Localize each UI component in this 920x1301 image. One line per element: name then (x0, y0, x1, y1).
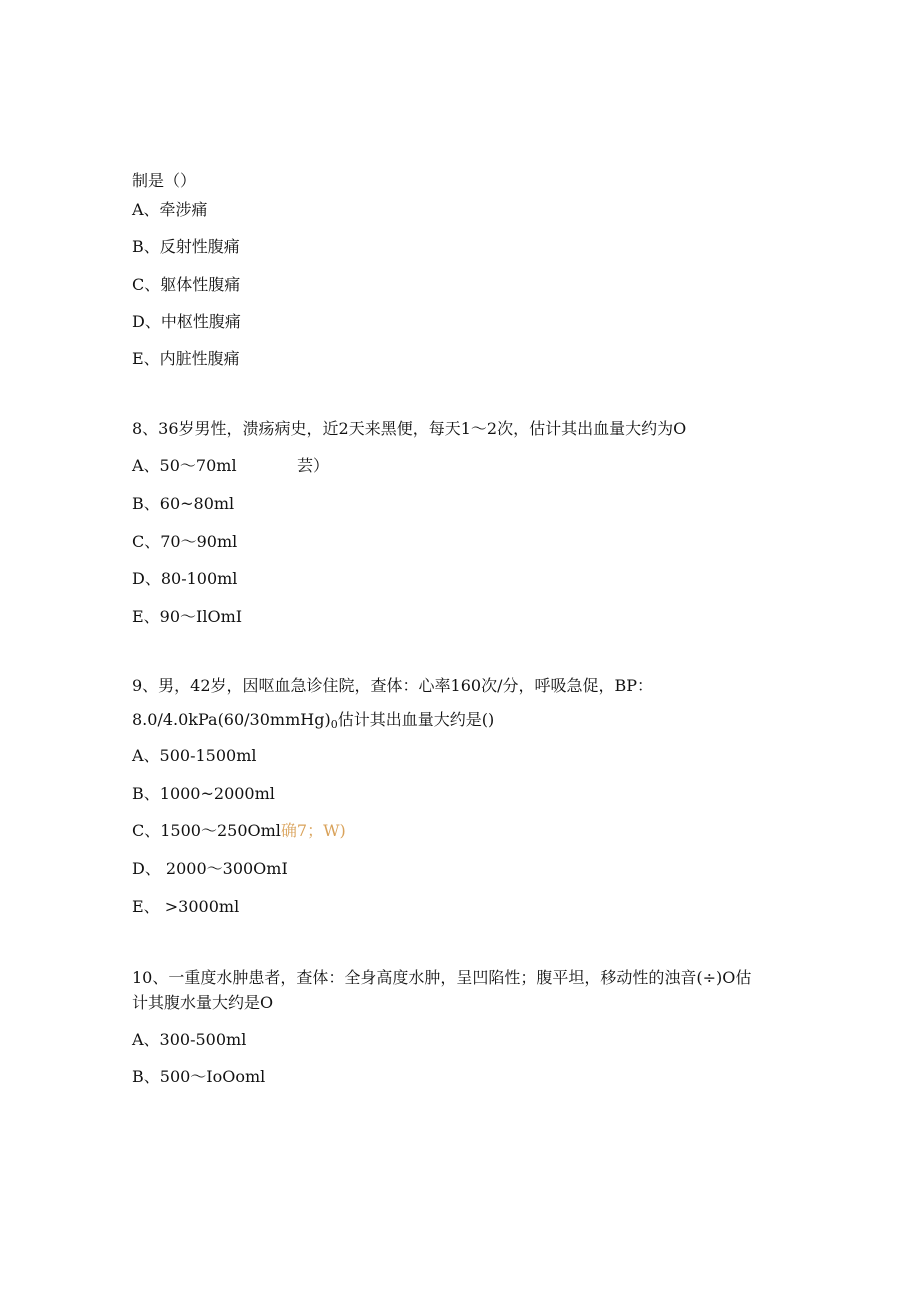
q8-option-a: A、50～70ml (132, 456, 237, 475)
q9-option-c: C、1500～250Oml (132, 821, 281, 840)
q10-option-b: B、500～IoOoml (132, 1067, 266, 1086)
q7-option-a: A、牵涉痛 (132, 200, 208, 219)
q9-stem-line1: 9、男，42岁，因呕血急诊住院，查体：心率160次/分，呼吸急促，BP： (132, 676, 653, 695)
q9-option-c-note: 确7；W) (280, 821, 346, 840)
q9-stem-line2 (132, 710, 494, 735)
q9-stem-line2-sub: 0 (330, 718, 338, 731)
q9-option-a: A、500-1500ml (132, 746, 257, 765)
q8-stray-mark: 芸） (297, 456, 330, 475)
q10-stem-line2: 计其腹水量大约是O (132, 993, 274, 1012)
q7-stem-tail: 制是（） (132, 171, 197, 190)
q8-stem: 8、36岁男性，溃疡病史，近2天来黑便，每天1～2次，估计其出血量大约为O (132, 419, 687, 438)
q9-option-e: E、 >3000ml (132, 897, 240, 916)
q7-option-e: E、内脏性腹痛 (132, 349, 240, 368)
q7-option-b: B、反射性腹痛 (132, 237, 240, 256)
q8-option-c: C、70～90ml (132, 532, 238, 551)
q7-option-c: C、躯体性腹痛 (132, 275, 241, 294)
q9-option-c-line (132, 821, 346, 841)
q10-option-a: A、300-500ml (132, 1030, 247, 1049)
q7-option-d: D、中枢性腹痛 (132, 312, 241, 331)
q9-option-d: D、 2000～300OmI (132, 859, 288, 878)
q10-stem-line1: 10、一重度水肿患者，查体：全身高度水肿，呈凹陷性；腹平坦，移动性的浊音(÷)O估 (132, 968, 752, 987)
q9-option-b: B、1000~2000ml (132, 784, 275, 803)
q9-stem-line2-a: 8.0∕4.0kPa(60∕30mmHg) (132, 710, 331, 729)
q8-option-d: D、80-100ml (132, 569, 238, 588)
q8-option-b: B、60~80ml (132, 494, 235, 513)
q8-option-e: E、90～IlOmI (132, 607, 243, 626)
q9-stem-line2-b: 估计其出血量大约是() (337, 710, 495, 729)
